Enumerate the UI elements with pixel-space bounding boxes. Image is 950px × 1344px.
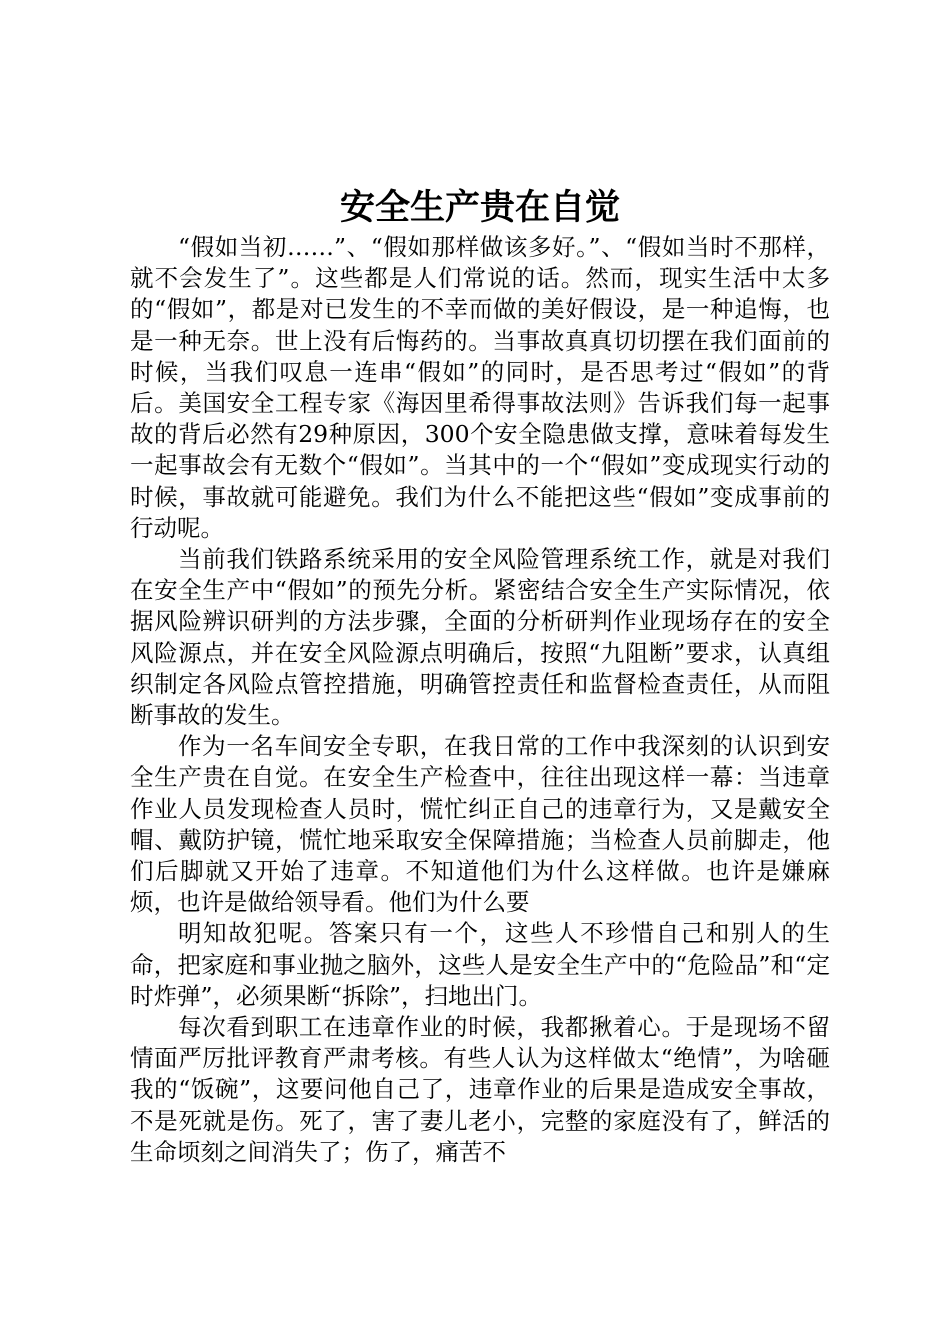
paragraph-4: 明知故犯呢。答案只有一个，这些人不珍惜自己和别人的生命，把家庭和事业抛之脑外，这些人是安全生产中的“危险品”和“定时炸弹”，必须果断“拆除”，扫地出门。 — [130, 919, 830, 1010]
paragraph-2: 当前我们铁路系统采用的安全风险管理系统工作，就是对我们在安全生产中“假如”的预先分析。紧密结合安全生产实际情况，依据风险辨识研判的方法步骤，全面的分析研判作业现场存在的安全风险源点，并在安全风险源点明确后，按照“九阻断”要求，认真组织制定各风险点管控措施，明确管控责任和监督检查责任，从而阻断事故的发生。 — [130, 545, 830, 730]
paragraph-5: 每次看到职工在违章作业的时候，我都揪着心。于是现场不留情面严厉批评教育严肃考核。有些人认为这样做太“绝情”，为啥砸我的“饭碗”，这要问他自己了，违章作业的后果是造成安全事故，不是死就是伤。死了，害了妻儿老小，完整的家庭没有了，鲜活的生命顷刻之间消失了；伤了，痛苦不 — [130, 1013, 830, 1166]
paragraph-1: “假如当初……”、“假如那样做该多好。”、“假如当时不那样，就不会发生了”。这些都是人们常说的话。然而，现实生活中太多的“假如”，都是对已发生的不幸而做的美好假设，是一种追悔，也是一种无奈。世上没有后悔药的。当事故真真切切摆在我们面前的时候，当我们叹息一连串“假如”的同时，是否思考过“假如”的背后。美国安全工程专家《海因里希得事故法则》告诉我们每一起事故的背后必然有29种原因，300个安全隐患做支撑，意味着每发生一起事故会有无数个“假如”。当其中的一个“假如”变成现实行动的时候，事故就可能避免。我们为什么不能把这些“假如”变成事前的行动呢。 — [130, 233, 830, 542]
paragraph-3: 作为一名车间安全专职，在我日常的工作中我深刻的认识到安全生产贵在自觉。在安全生产检查中，往往出现这样一幕：当违章作业人员发现检查人员时，慌忙纠正自己的违章行为，又是戴安全帽、戴防护镜，慌忙地采取安全保障措施；当检查人员前脚走，他们后脚就又开始了违章。不知道他们为什么这样做。也许是嫌麻烦，也许是做给领导看。他们为什么要 — [130, 732, 830, 917]
document-body — [130, 232, 830, 1168]
document-title: 安全生产贵在自觉 — [339, 187, 620, 228]
